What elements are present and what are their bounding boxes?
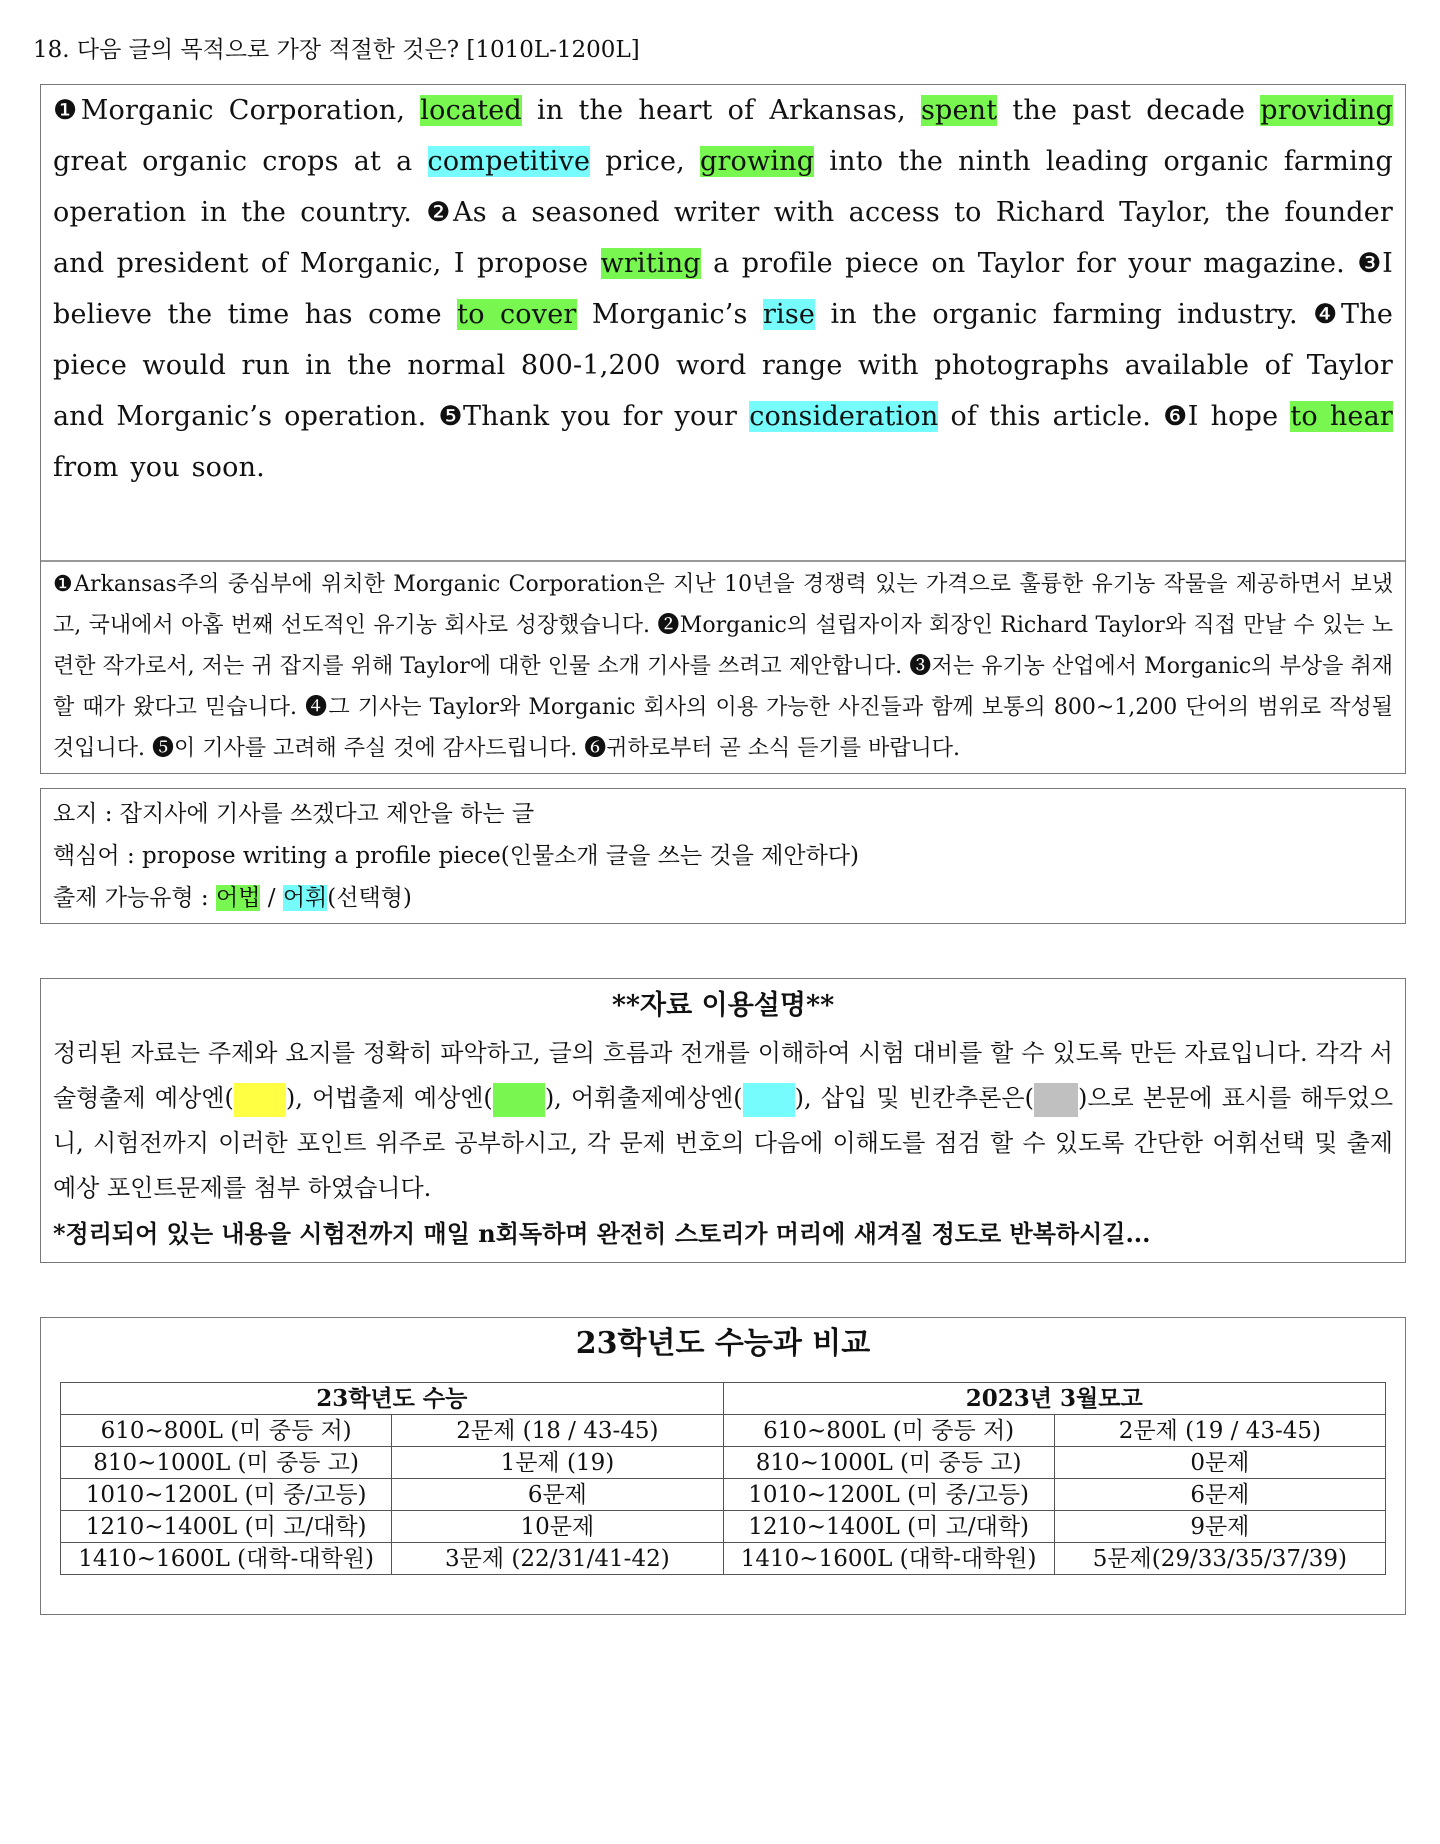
- vocab-highlight: competitive: [427, 146, 591, 177]
- comparison-title: 23학년도 수능과 비교: [575, 1326, 871, 1361]
- types-separator: /: [260, 885, 283, 911]
- english-passage: [41, 85, 1405, 562]
- passage-text: of this article. ❻I hope: [938, 401, 1291, 432]
- passage-text: great organic crops at a: [53, 146, 428, 177]
- question-count-cell: 3문제 (22/31/41-42): [392, 1543, 723, 1575]
- summary-box: [40, 788, 1406, 924]
- type-vocab-suffix: (선택형): [327, 885, 412, 911]
- passage-text: Morganic’s: [576, 299, 763, 330]
- lexile-range-cell: 610~800L (미 중등 저): [61, 1415, 392, 1447]
- vocab-highlight: rise: [762, 299, 816, 330]
- vocab-highlight: consideration: [749, 401, 939, 432]
- table-row: [61, 1447, 1386, 1479]
- comparison-box: [40, 1317, 1406, 1615]
- summary-gist: 요지 : 잡지사에 기사를 쓰겠다고 제안을 하는 글: [53, 801, 535, 827]
- lexile-range-cell: 1010~1200L (미 중/고등): [723, 1479, 1054, 1511]
- question-count-cell: 2문제 (18 / 43-45): [392, 1415, 723, 1447]
- type-grammar: 어법: [216, 885, 261, 911]
- question-count-cell: 5문제(29/33/35/37/39): [1054, 1543, 1385, 1575]
- lexile-range-cell: 1210~1400L (미 고/대학): [61, 1511, 392, 1543]
- passage-text: in the heart of Arkansas,: [521, 95, 921, 126]
- passage-text: price,: [590, 146, 700, 177]
- lexile-range-cell: 810~1000L (미 중등 고): [723, 1447, 1054, 1479]
- question-count-cell: 6문제: [1054, 1479, 1385, 1511]
- grammar-color-swatch: [493, 1083, 545, 1117]
- passage-text: in the organic farming industry. ❹The piece would run in the normal 800-1,200 word range with photographs available of Taylor and Morganic’s operation. ❺Thank you for your: [53, 299, 1393, 432]
- comparison-table: [60, 1382, 1386, 1575]
- guide-body: [53, 1031, 1393, 1211]
- passage-text: the past decade: [997, 95, 1261, 126]
- table-row: [61, 1511, 1386, 1543]
- passage-text: from you soon.: [53, 452, 265, 483]
- guide-title: **자료 이용설명**: [611, 990, 835, 1021]
- question-count-cell: 9문제: [1054, 1511, 1385, 1543]
- table-row: [61, 1479, 1386, 1511]
- types-label: 출제 가능유형 :: [53, 885, 216, 911]
- question-count-cell: 0문제: [1054, 1447, 1385, 1479]
- grammar-highlight: to cover: [457, 299, 577, 330]
- guide-text: )으로 본문에 표시를 해두었으니, 시험전까지 이러한 포인트 위주로 공부하시고, 각 문제 번호의 다음에 이해도를 점검 할 수 있도록 간단한 어휘선택 및 출제 예상 포인트문제를 첨부 하였습니다.: [53, 1084, 1394, 1202]
- lexile-range-cell: 1010~1200L (미 중/고등): [61, 1479, 392, 1511]
- guide-note: *정리되어 있는 내용을 시험전까지 매일 n회독하며 완전히 스토리가 머리에 새겨질 정도로 반복하시길...: [53, 1219, 1151, 1248]
- question-count-cell: 1문제 (19): [392, 1447, 723, 1479]
- lexile-range-cell: 1410~1600L (대학-대학원): [61, 1543, 392, 1575]
- table-header-row: [61, 1383, 1386, 1415]
- guide-text: ), 삽입 및 빈칸추론은(: [794, 1084, 1034, 1112]
- header-march-mock: 2023년 3월모고: [723, 1383, 1386, 1415]
- insert-color-swatch: [1034, 1083, 1078, 1117]
- summary-types: [53, 877, 1393, 919]
- grammar-highlight: writing: [600, 248, 701, 279]
- table-row: [61, 1543, 1386, 1575]
- grammar-highlight: to hear: [1290, 401, 1393, 432]
- lexile-range-cell: 810~1000L (미 중등 고): [61, 1447, 392, 1479]
- grammar-highlight: providing: [1260, 95, 1393, 126]
- lexile-range-cell: 1210~1400L (미 고/대학): [723, 1511, 1054, 1543]
- korean-translation: ❶Arkansas주의 중심부에 위치한 Morganic Corporation은 지난 10년을 경쟁력 있는 가격으로 훌륭한 유기농 작물을 제공하면서 보냈고, 국내에서 아홉 번째 선도적인 유기농 회사로 성장했습니다. ❷Morganic의 설립자이자 회장인 Richard Taylor와 직접 만날 수 있는 노련한 작가로서, 저는 귀 잡지를 위해 Taylor에 대한 인물 소개 기사를 쓰려고 제안합니다. ❸저는 유기농 산업에서 Morganic의 부상을 취재할 때가 왔다고 믿습니다. ❹그 기사는 Taylor와 Morganic 회사의 이용 가능한 사진들과 함께 보통의 800~1,200 단어의 범위로 작성될 것입니다. ❺이 기사를 고려해 주실 것에 감사드립니다. ❻귀하로부터 곧 소식 듣기를 바랍니다.: [53, 572, 1393, 761]
- guide-text: 정리된 자료는 주제와 요지를 정확히 파악하고, 글의 흐름과 전개를 이해하여 시험 대비를 할 수 있도록 만든 자료입니다. 각각 서술형출제 예상엔(: [53, 1039, 1393, 1112]
- lexile-range-cell: 1410~1600L (대학-대학원): [723, 1543, 1054, 1575]
- passage-text: a profile piece on Taylor for your magazine. ❸I believe the time has come: [53, 248, 1393, 330]
- question-count-cell: 2문제 (19 / 43-45): [1054, 1415, 1385, 1447]
- question-count-cell: 6문제: [392, 1479, 723, 1511]
- guide-text: ), 어법출제 예상엔(: [285, 1084, 493, 1112]
- guide-box: [40, 978, 1406, 1263]
- summary-keyword: 핵심어 : propose writing a profile piece(인물소개 글을 쓰는 것을 제안하다): [53, 843, 860, 869]
- grammar-highlight: growing: [699, 146, 815, 177]
- passage-text: into the ninth leading organic farming operation in the country. ❷As a seasoned writer with access to Richard Taylor, the founder and president of Morganic, I propose: [53, 146, 1394, 279]
- grammar-highlight: located: [420, 95, 522, 126]
- question-count-cell: 10문제: [392, 1511, 723, 1543]
- table-row: [61, 1415, 1386, 1447]
- type-vocab: 어휘: [282, 885, 328, 911]
- essay-color-swatch: [234, 1083, 286, 1117]
- passage-box: [40, 84, 1406, 774]
- guide-text: ), 어휘출제예상엔(: [544, 1084, 743, 1112]
- header-suneung: 23학년도 수능: [61, 1383, 724, 1415]
- vocab-color-swatch: [743, 1083, 795, 1117]
- lexile-range-cell: 610~800L (미 중등 저): [723, 1415, 1054, 1447]
- grammar-highlight: spent: [920, 95, 998, 126]
- passage-text: ❶Morganic Corporation,: [53, 95, 421, 126]
- question-title: 18. 다음 글의 목적으로 가장 적절한 것은? [1010L-1200L]: [33, 37, 640, 63]
